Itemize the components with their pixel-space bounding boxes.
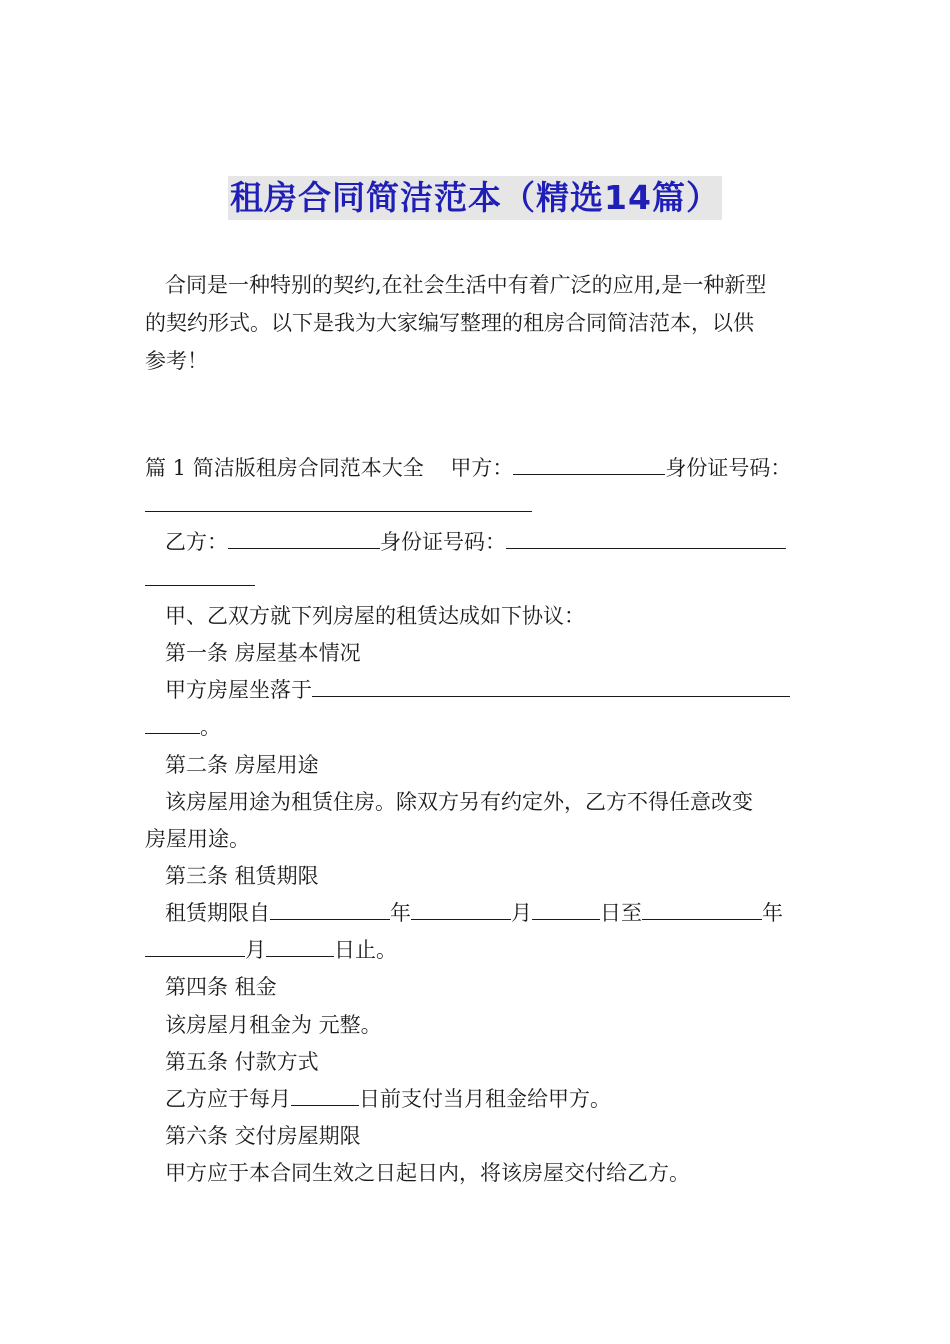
party-b-id-blank[interactable] bbox=[506, 528, 786, 549]
article-1-title: 第一条 房屋基本情况 bbox=[165, 641, 361, 665]
article-2-title: 第二条 房屋用途 bbox=[165, 753, 319, 777]
article-1-text: 甲方房屋坐落于 bbox=[165, 678, 312, 702]
start-year-blank[interactable] bbox=[270, 899, 390, 920]
month-label-2: 月 bbox=[245, 938, 266, 962]
article-4-text: 该房屋月租金为 元整。 bbox=[165, 1013, 382, 1037]
party-b-blank[interactable] bbox=[228, 528, 380, 549]
lease-term-line-2 bbox=[145, 936, 397, 964]
article-5-pre: 乙方应于每月 bbox=[165, 1087, 291, 1111]
day-end-label: 日止。 bbox=[334, 938, 397, 962]
end-day-blank[interactable] bbox=[266, 936, 334, 957]
party-a-id-label: 身份证号码： bbox=[665, 456, 792, 480]
day-to-label: 日至 bbox=[600, 901, 642, 925]
party-b-line bbox=[165, 528, 786, 556]
party-a-id-blank[interactable] bbox=[145, 491, 532, 512]
end-year-blank[interactable] bbox=[642, 899, 762, 920]
title-container bbox=[0, 176, 950, 220]
party-a-blank[interactable] bbox=[513, 454, 665, 475]
end-month-blank[interactable] bbox=[145, 936, 245, 957]
section-heading-line bbox=[145, 454, 791, 482]
article-4-title: 第四条 租金 bbox=[165, 975, 277, 999]
period-mark: 。 bbox=[200, 715, 221, 739]
article-5-line bbox=[165, 1085, 611, 1113]
article-6-title: 第六条 交付房屋期限 bbox=[165, 1124, 361, 1148]
article-1-line-2 bbox=[145, 713, 221, 741]
article-2-line-2: 房屋用途。 bbox=[145, 827, 250, 851]
month-label: 月 bbox=[511, 901, 532, 925]
article-1-line bbox=[165, 676, 790, 704]
article-6-text: 甲方应于本合同生效之日起日内，将该房屋交付给乙方。 bbox=[165, 1161, 690, 1185]
lease-term-line-1 bbox=[165, 899, 783, 927]
intro-line-1: 合同是一种特别的契约,在社会生活中有着广泛的应用,是一种新型 bbox=[165, 273, 767, 297]
party-b-id-label: 身份证号码： bbox=[380, 530, 506, 554]
year-label: 年 bbox=[390, 901, 411, 925]
section-heading: 篇 1 简洁版租房合同范本大全 bbox=[145, 456, 424, 480]
party-a-label: 甲方： bbox=[450, 456, 514, 480]
article-5-title: 第五条 付款方式 bbox=[165, 1050, 319, 1074]
start-day-blank[interactable] bbox=[532, 899, 600, 920]
intro-line-3: 参考！ bbox=[145, 349, 208, 373]
party-b-label: 乙方： bbox=[165, 530, 228, 554]
party-b-id-line-2 bbox=[145, 565, 255, 593]
house-location-blank[interactable] bbox=[312, 676, 790, 697]
article-2-line-1: 该房屋用途为租赁住房。除双方另有约定外，乙方不得任意改变 bbox=[165, 790, 753, 814]
party-b-id-blank-2[interactable] bbox=[145, 565, 255, 586]
intro-line-2: 的契约形式。以下是我为大家编写整理的租房合同简洁范本，以供 bbox=[145, 311, 754, 335]
year-label-2: 年 bbox=[762, 901, 783, 925]
party-a-id-line bbox=[145, 491, 532, 519]
agreement-line: 甲、乙双方就下列房屋的租赁达成如下协议： bbox=[165, 604, 585, 628]
document-title: 租房合同简洁范本（精选14篇） bbox=[228, 176, 722, 220]
article-3-title: 第三条 租赁期限 bbox=[165, 864, 319, 888]
article-5-post: 日前支付当月租金给甲方。 bbox=[359, 1087, 611, 1111]
start-month-blank[interactable] bbox=[411, 899, 511, 920]
house-location-blank-2[interactable] bbox=[145, 713, 200, 734]
lease-from-label: 租赁期限自 bbox=[165, 901, 270, 925]
payment-day-blank[interactable] bbox=[291, 1085, 359, 1106]
